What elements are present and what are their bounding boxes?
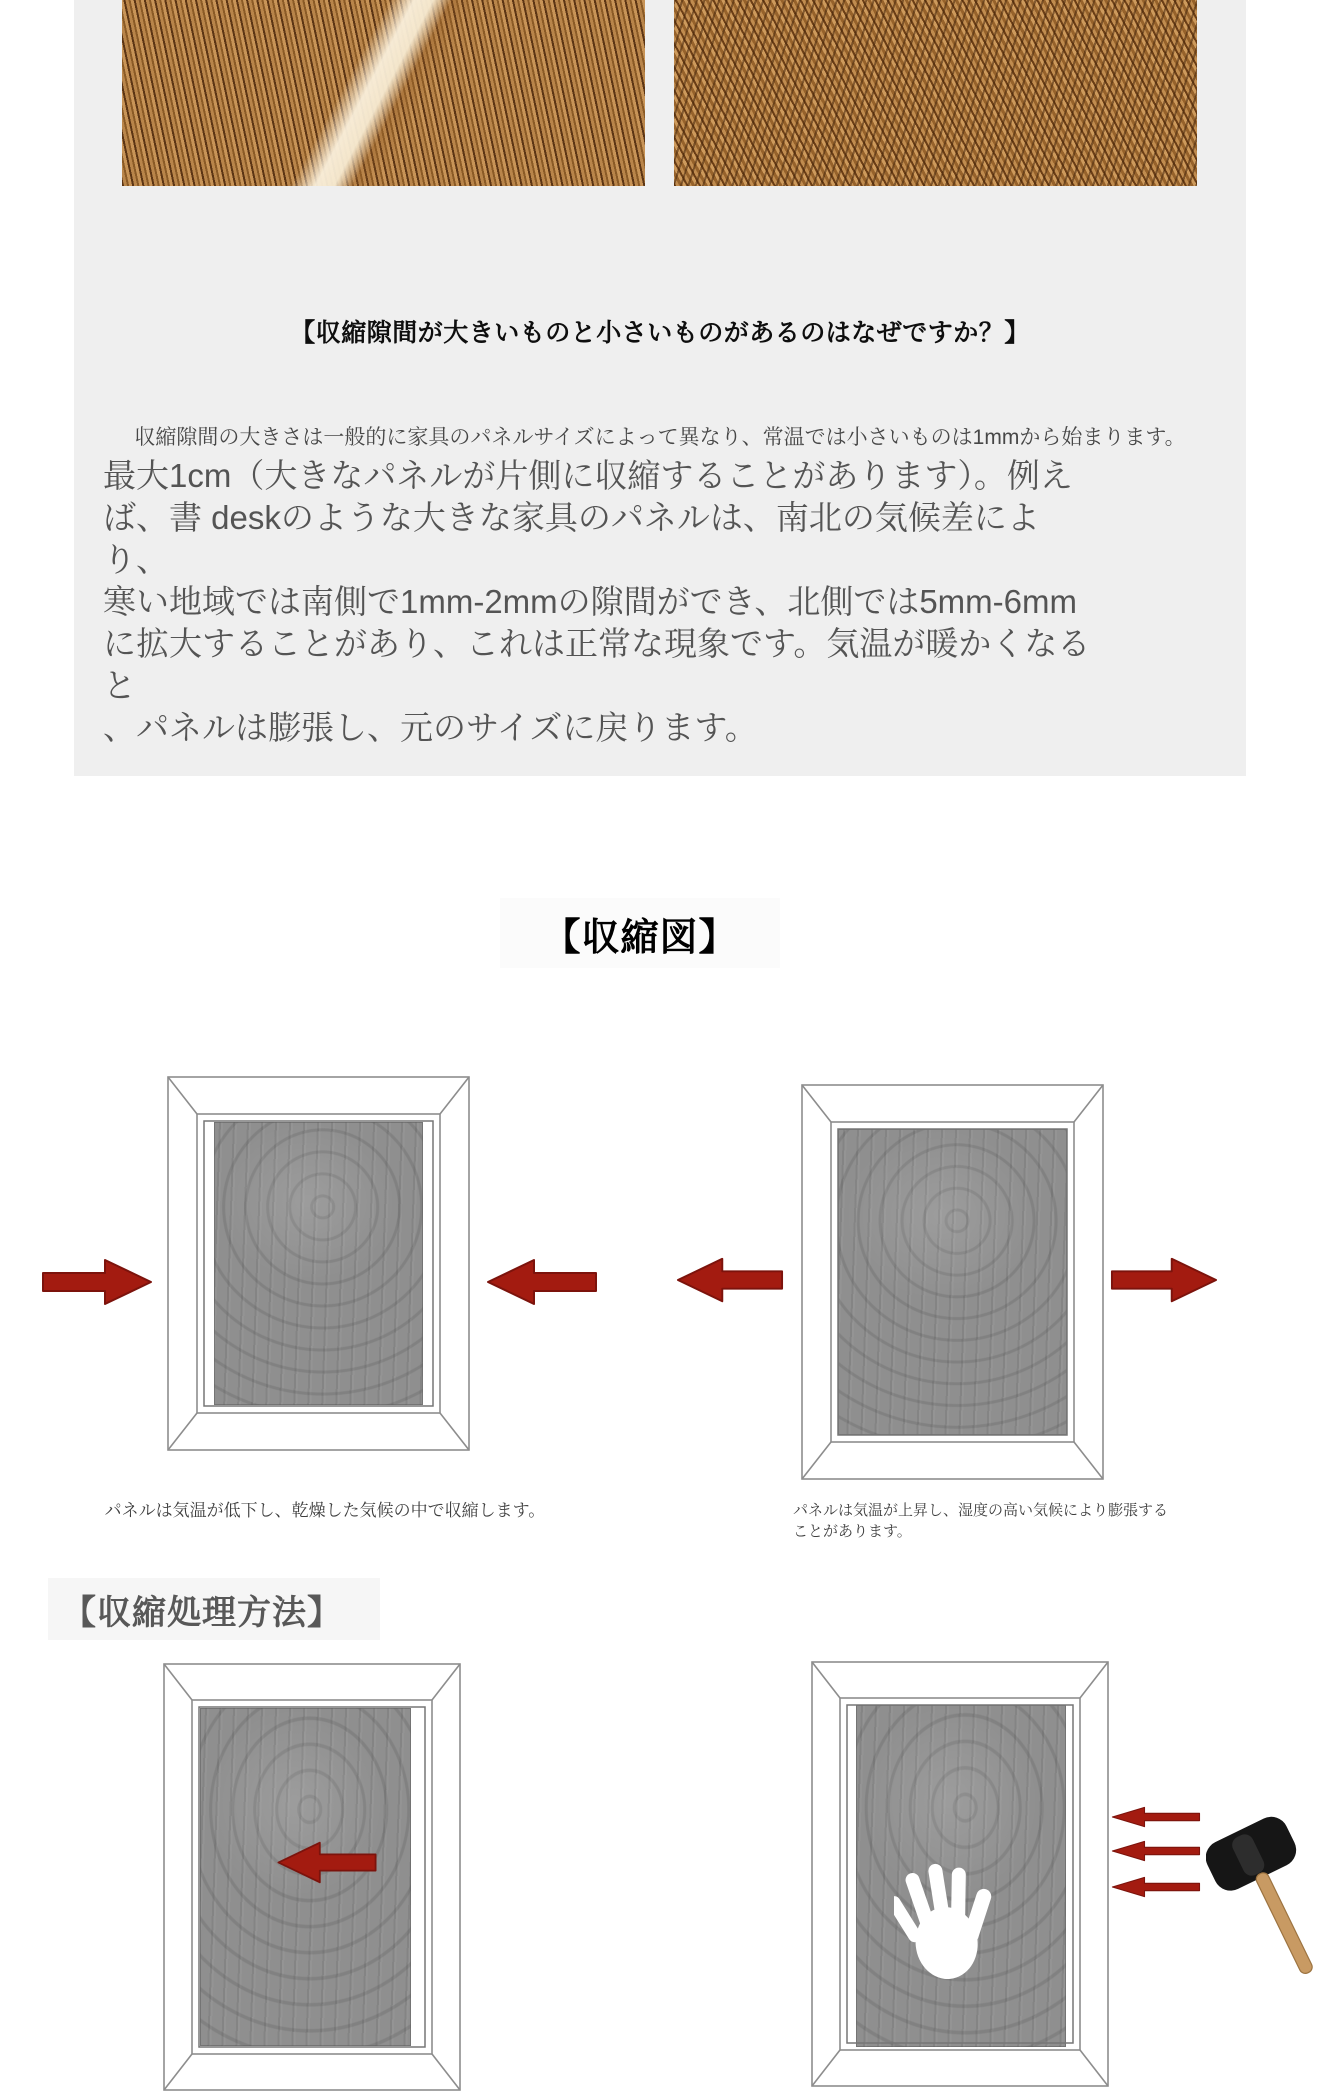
panel-frame-shrink [166, 1075, 471, 1452]
panel-frame-expand [800, 1083, 1105, 1481]
qa-body-line: 寒い地域では南側で1mm-2mmの隙間ができ、北側では5mm-6mm [103, 583, 1077, 620]
shrink-figure-title: 【収縮図】 [542, 916, 738, 959]
hand-icon [894, 1851, 998, 1985]
caption-shrink: パネルは気温が低下し、乾燥した気候の中で収縮します。 [104, 1501, 546, 1520]
treatment-heading: 【収縮処理方法】 [62, 1593, 342, 1632]
qa-heading: 【収縮隙間が大きいものと小さいものがあるのはなぜですか？】 [290, 319, 1030, 347]
mallet-icon [1206, 1815, 1320, 1985]
qa-body-line: 最大1cm（大きなパネルが片側に収縮することがあります）。例え [103, 457, 1073, 494]
small-arrow-left-icon [1108, 1840, 1203, 1862]
panel-frame-hand-press [810, 1660, 1110, 2088]
small-arrow-left-icon [1108, 1876, 1203, 1898]
qa-body-line: 、パネルは膨張し、元のサイズに戻ります。 [103, 709, 758, 746]
frame-outline [800, 1083, 1105, 1481]
qa-body-text [103, 455, 1103, 749]
frame-outline [166, 1075, 471, 1452]
qa-body-line: ば、書 deskのような大きな家具のパネルは、南北の気候差により、 [103, 499, 1040, 578]
shrink-figure-title-box [500, 898, 780, 968]
panel-frame-slide [162, 1662, 462, 2092]
wood-grain-photo-left [122, 0, 645, 186]
small-arrow-left-icon [1108, 1806, 1203, 1828]
info-section [74, 0, 1246, 776]
treatment-heading-box [48, 1578, 380, 1640]
arrow-right-icon [1110, 1255, 1218, 1305]
arrow-left-icon [486, 1257, 598, 1307]
wood-grain-photo-right [674, 0, 1197, 186]
caption-expand: パネルは気温が上昇し、湿度の高い気候により膨張することがあります。 [793, 1502, 1169, 1540]
arrow-left-icon [270, 1840, 384, 1885]
arrow-right-icon [41, 1257, 153, 1307]
qa-intro-text: 収縮隙間の大きさは一般的に家具のパネルサイズによって異なり、常温では小さいものは1mmから始まります。 [134, 426, 1186, 449]
qa-body-line: に拡大することがあり、これは正常な現象です。気温が暖かくなると [103, 625, 1091, 704]
arrow-left-icon [676, 1255, 784, 1305]
